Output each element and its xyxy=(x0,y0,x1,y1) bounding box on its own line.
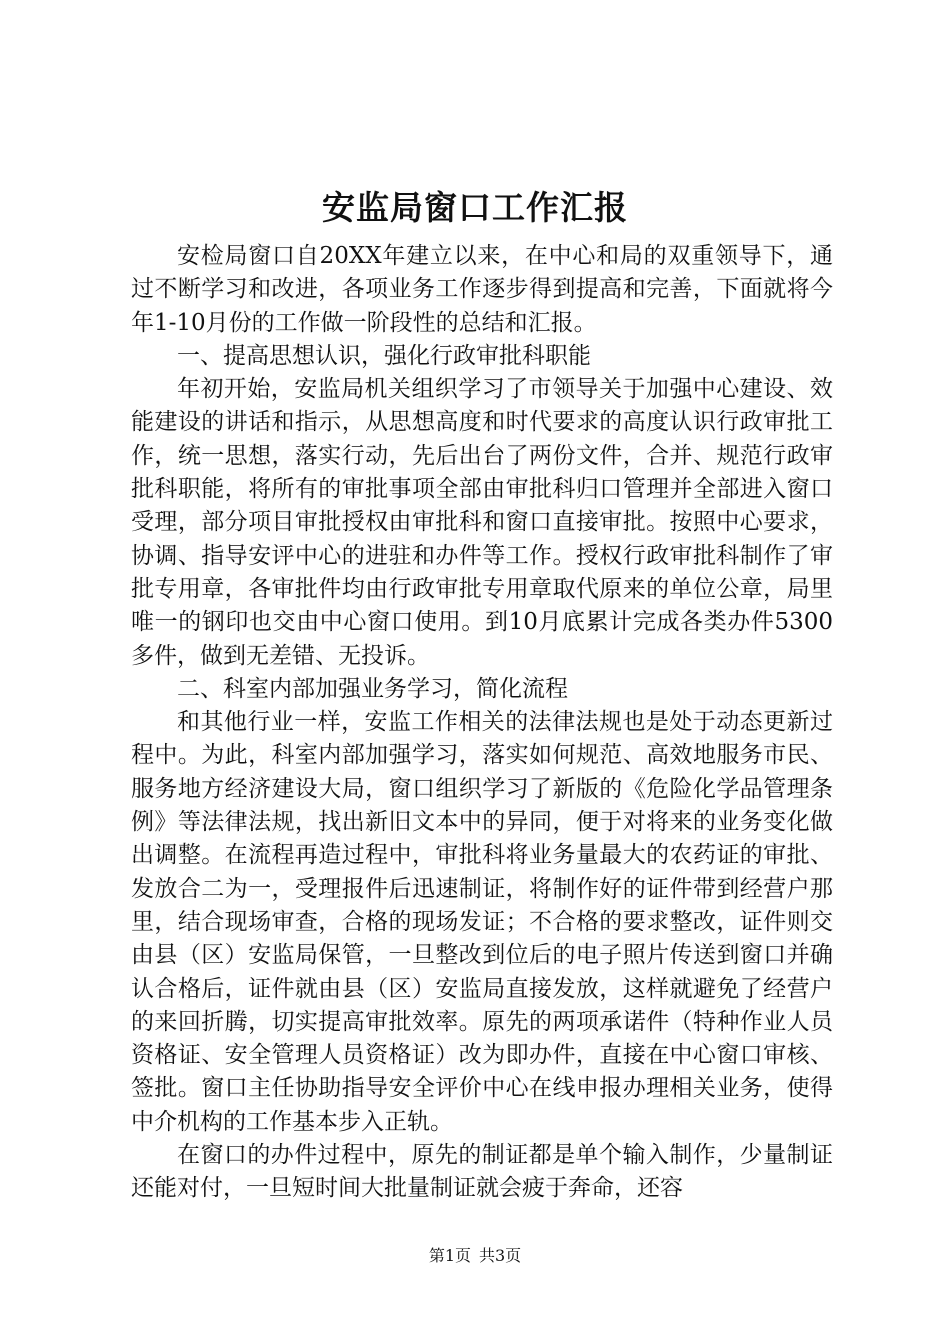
paragraph-section-1: 年初开始，安监局机关组织学习了市领导关于加强中心建设、效能建设的讲话和指示，从思想高度和时代要求的高度认识行政审批工作，统一思想，落实行动，先后出台了两份文件，合并、规范行政审批科职能，将所有的审批事项全部由审批科归口管理并全部进入窗口受理，部分项目审批授权由审批科和窗口直接审批。按照中心要求，协调、指导安评中心的进驻和办件等工作。授权行政审批科制作了审批专用章，各审批件均由行政审批专用章取代原来的单位公章，局里唯一的钢印也交由中心窗口使用。到10月底累计完成各类办件5300多件，做到无差错、无投诉。 xyxy=(131,376,833,669)
section-heading-1: 一、提高思想认识，强化行政审批科职能 xyxy=(177,342,591,369)
paragraph-section-2: 和其他行业一样，安监工作相关的法律法规也是处于动态更新过程中。为此，科室内部加强学习，落实如何规范、高效地服务市民、服务地方经济建设大局，窗口组织学习了新版的《危险化学品管理条例》等法律法规，找出新旧文本中的异同，便于对将来的业务变化做出调整。在流程再造过程中，审批科将业务量最大的农药证的审批、发放合二为一，受理报件后迅速制证，将制作好的证件带到经营户那里，结合现场审查，合格的现场发证；不合格的要求整改，证件则交由县（区）安监局保管，一旦整改到位后的电子照片传送到窗口并确认合格后，证件就由县（区）安监局直接发放，这样就避免了经营户的来回折腾，切实提高审批效率。原先的两项承诺件（特种作业人员资格证、安全管理人员资格证）改为即办件，直接在中心窗口审核、签批。窗口主任协助指导安全评价中心在线申报办理相关业务，使得中介机构的工作基本步入正轨。 xyxy=(131,709,833,1135)
paragraph-intro: 安检局窗口自20XX年建立以来，在中心和局的双重领导下，通过不断学习和改进，各项业务工作逐步得到提高和完善，下面就将今年1-10月份的工作做一阶段性的总结和汇报。 xyxy=(131,243,833,336)
page-number: 第1页 xyxy=(428,1246,471,1265)
section-heading-2: 二、科室内部加强业务学习，简化流程 xyxy=(177,675,568,702)
page-footer xyxy=(0,1246,950,1266)
page-total: 共3页 xyxy=(479,1246,522,1265)
document-title: 安监局窗口工作汇报 xyxy=(322,188,628,227)
paragraph-continued: 在窗口的办件过程中，原先的制证都是单个输入制作，少量制证还能对付，一旦短时间大批量制证就会疲于奔命，还容 xyxy=(131,1142,833,1202)
document-body xyxy=(131,240,833,1206)
